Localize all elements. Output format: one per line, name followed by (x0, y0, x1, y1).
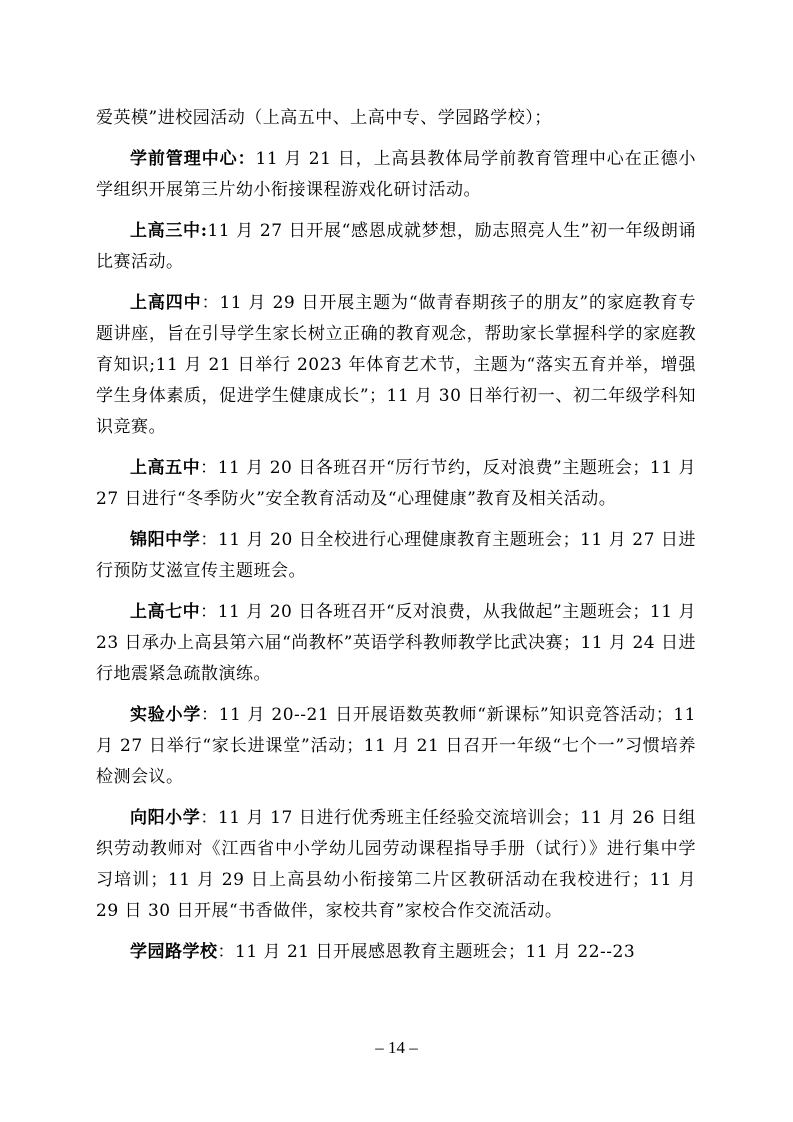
paragraph-text: ：11 月 20--21 日开展语数英教师“新课标”知识竞答活动；11 月 27 日举行“家长进课堂”活动；11 月 21 日召开一年级“七个一”习惯培养检测会议。 (96, 705, 696, 787)
paragraph-text: ：11 月 20 日各班召开“反对浪费，从我做起”主题班会；11 月 23 日承办上高县第六届“尚教杯”英语学科教师教学比武决赛；11 月 24 日进行地震紧急疏散演练。 (96, 602, 696, 684)
paragraph-0 (96, 103, 696, 134)
paragraph-text: ：11 月 21 日开展感恩教育主题班会；11 月 22--23 (217, 942, 636, 962)
paragraph-5 (96, 525, 696, 587)
document-body (96, 103, 696, 978)
paragraph-9 (96, 937, 696, 968)
paragraph-7 (96, 700, 696, 793)
paragraph-2 (96, 216, 696, 278)
paragraph-lead: 向阳小学 (130, 808, 201, 828)
paragraph-lead: 学园路学校 (130, 942, 218, 962)
paragraph-lead: 上高四中 (130, 293, 202, 313)
paragraph-lead: 学前管理中心： (130, 149, 256, 169)
paragraph-text: 爱英模”进校园活动（上高五中、上高中专、学园路学校）； (96, 108, 552, 128)
paragraph-lead: 上高七中 (130, 602, 201, 622)
page-number: – 14 – (375, 1038, 418, 1057)
paragraph-4 (96, 453, 696, 515)
paragraph-3 (96, 288, 696, 443)
paragraph-text: ：11 月 17 日进行优秀班主任经验交流培训会；11 月 26 日组织劳动教师对《江西省中小学幼儿园劳动课程指导手册（试行）》进行集中学习培训；11 月 29 日上高县幼小衔接第二片区教研活动在我校进行；11 月 29 日 30 日开展“书香做伴，家校共育”家校合作交流活动。 (96, 808, 697, 921)
paragraph-1 (96, 144, 696, 206)
paragraph-text: ：11 月 29 日开展主题为“做青春期孩子的朋友”的家庭教育专题讲座，旨在引导学生家长树立正确的教育观念，帮助家长掌握科学的家庭教育知识;11 月 21 日举行 2023 年体育艺术节，主题为“落实五育并举，增强学生身体素质，促进学生健康成长”；11 月 30 日举行初一、初二年级学科知识竞赛。 (96, 293, 697, 437)
paragraph-text: 11 月 21 日，上高县教体局学前教育管理中心在正德小学组织开展第三片幼小衔接课程游戏化研讨活动。 (96, 149, 696, 200)
paragraph-6 (96, 597, 696, 690)
paragraph-text: 11 月 27 日开展“感恩成就梦想，励志照亮人生”初一年级朗诵比赛活动。 (96, 221, 696, 272)
paragraph-text: ：11 月 20 日全校进行心理健康教育主题班会；11 月 27 日进行预防艾滋宣传主题班会。 (96, 530, 697, 581)
paragraph-lead: 实验小学 (130, 705, 201, 725)
paragraph-lead: 上高五中 (130, 458, 201, 478)
paragraph-text: ：11 月 20 日各班召开“厉行节约，反对浪费”主题班会；11 月 27 日进行“冬季防火”安全教育活动及“心理健康”教育及相关活动。 (96, 458, 696, 509)
paragraph-lead: 上高三中: (130, 221, 208, 241)
paragraph-lead: 锦阳中学 (130, 530, 201, 550)
paragraph-8 (96, 803, 696, 927)
